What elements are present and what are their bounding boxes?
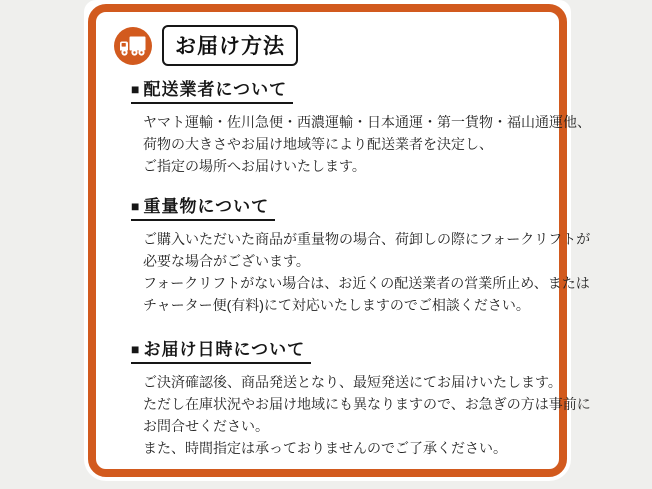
section-carriers xyxy=(131,75,591,177)
body-line: ご指定の場所へお届けいたします。 xyxy=(143,158,366,174)
body-line: フォークリフトがない場合は、お近くの配送業者の営業所止め、または xyxy=(143,275,590,291)
header xyxy=(113,25,541,66)
page-title: お届け方法 xyxy=(162,25,298,66)
body-line: ご決済確認後、商品発送となり、最短発送にてお届けいたします。 xyxy=(143,374,562,390)
bullet-square-icon: ■ xyxy=(131,341,141,357)
section-heavy-items-heading xyxy=(131,192,275,221)
bullet-square-icon: ■ xyxy=(131,198,141,214)
truck-icon xyxy=(113,26,153,66)
body-line: ご購入いただいた商品が重量物の場合、荷卸しの際にフォークリフトが xyxy=(143,231,591,247)
body-line: また、時間指定は承っておりませんのでご了承ください。 xyxy=(143,440,507,456)
section-heavy-items-heading-text: 重量物について xyxy=(143,197,270,216)
section-delivery-datetime-body xyxy=(143,371,591,459)
section-delivery-datetime-heading xyxy=(131,335,311,364)
section-carriers-heading-text: 配送業者について xyxy=(143,80,288,99)
delivery-info-card xyxy=(84,0,591,481)
body-line: ただし在庫状況やお届け地域にも異なりますので、お急ぎの方は事前に xyxy=(143,396,591,412)
bullet-square-icon: ■ xyxy=(131,81,141,97)
section-carriers-heading xyxy=(131,75,293,104)
body-line: お問合せください。 xyxy=(143,418,269,434)
orange-frame xyxy=(88,4,591,477)
body-line: ヤマト運輸・佐川急便・西濃運輸・日本通運・第一貨物・福山通運他、 xyxy=(143,114,591,130)
body-line: 荷物の大きさやお届け地域等により配送業者を決定し、 xyxy=(143,136,493,152)
section-heavy-items-body xyxy=(143,228,591,316)
section-heavy-items xyxy=(131,192,591,316)
section-delivery-datetime xyxy=(131,335,591,459)
section-carriers-body xyxy=(143,111,591,177)
body-line: チャーター便(有料)にて対応いたしますのでご相談ください。 xyxy=(143,297,530,313)
section-delivery-datetime-heading-text: お届け日時について xyxy=(143,340,306,359)
delivery-info-content xyxy=(96,12,591,469)
body-line: 必要な場合がございます。 xyxy=(143,253,310,269)
